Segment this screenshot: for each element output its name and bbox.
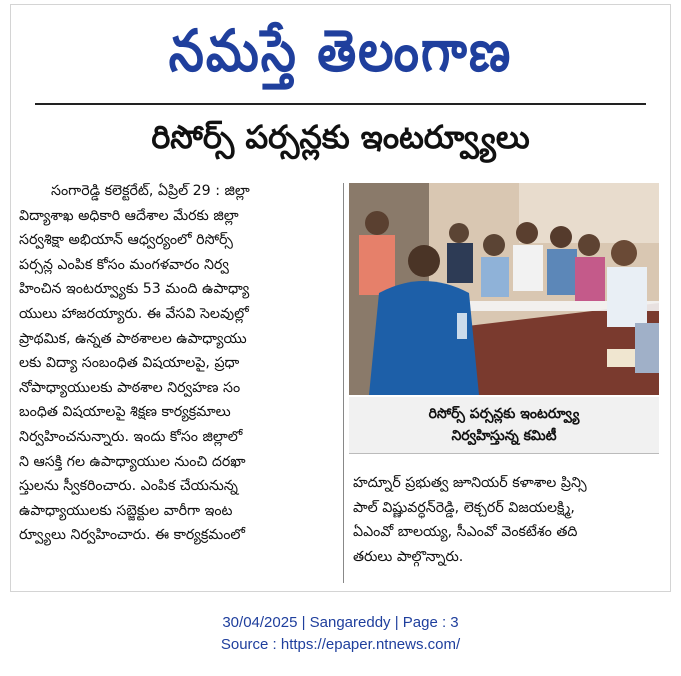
text-line: ఉపాధ్యాయులకు సబ్జెక్టుల వారీగా ఇంట (19, 502, 233, 519)
masthead (11, 5, 670, 97)
newspaper-title: నమస్తే తెలంగాణ (168, 17, 513, 85)
text-line: ర్వ్యూలు నిర్వహించారు. ఈ కార్యక్రమంలో (19, 527, 246, 544)
text-line: పాల్ విష్ణువర్ధన్‌రెడ్డి, లెక్చరర్ విజయలక్ష్మి, (353, 499, 575, 516)
headline: రిసోర్స్ పర్సన్లకు ఇంటర్వ్యూలు (151, 118, 530, 156)
text-line: యులు హాజరయ్యారు. ఈ వేసవి సెలవుల్లో (19, 305, 249, 322)
text-line: సర్వశిక్షా అభియాన్ ఆధ్వర్యంలో రిసోర్స్ (19, 232, 233, 249)
source-link[interactable]: Source : https://epaper.ntnews.com/ (220, 636, 461, 653)
text-line: బంధిత విషయాలపై శిక్షణ కార్యక్రమాలు (19, 404, 231, 421)
dateline: 30/04/2025 | Sangareddy | Page : 3 (222, 614, 459, 631)
text-line: ప్రాథమిక, ఉన్నత పాఠశాలల ఉపాధ్యాయు (19, 330, 247, 347)
text-line: సంగారెడ్డి కలెక్టరేట్, ఏప్రిల్ 29 : జిల్లా (51, 183, 250, 199)
text-line: లకు విద్యా సంబంధిత విషయాలపై, ప్రధా (19, 355, 240, 372)
text-line: హద్నూర్ ప్రభుత్వ జూనియర్ కళాశాల ప్రిన్సి (353, 475, 587, 491)
divider (35, 103, 646, 105)
text-line: నోపాధ్యాయులకు పాఠశాల నిర్వహణ సం (19, 379, 241, 396)
article-left-column (19, 179, 337, 548)
text-line: పర్సన్ల ఎంపిక కోసం మంగళవారం నిర్వ (19, 256, 229, 273)
text-line: నిర్వహించనున్నారు. ఇందు కోసం జిల్లాలో (19, 428, 243, 445)
caption-line: నిర్వహిస్తున్న కమిటీ (451, 428, 557, 444)
text-line: ని ఆసక్తి గల ఉపాధ్యాయుల నుంచి దరఖా (19, 453, 246, 470)
caption-line: రిసోర్స్ పర్సన్లకు ఇంటర్వ్యూ (428, 406, 580, 422)
text-line: విద్యాశాఖ అధికారి ఆదేశాల మేరకు జిల్లా (19, 207, 239, 224)
news-photo (349, 183, 659, 395)
column-divider (343, 183, 344, 583)
text-line: తరులు పాల్గొన్నారు. (353, 548, 464, 565)
article-right-column (353, 471, 663, 569)
text-line: ఏఎంవో బాలయ్య, సీఎంవో వెంకటేశం తది (353, 524, 578, 541)
photo-caption (349, 397, 659, 454)
news-clipping (10, 4, 671, 592)
meeting-photo-illustration (349, 183, 659, 395)
text-line: స్తులను స్వీకరించారు. ఎంపిక చేయనున్న (19, 478, 238, 495)
footer (0, 612, 681, 656)
text-line: హించిన ఇంటర్వ్యూకు 53 మంది ఉపాధ్యా (19, 281, 250, 298)
